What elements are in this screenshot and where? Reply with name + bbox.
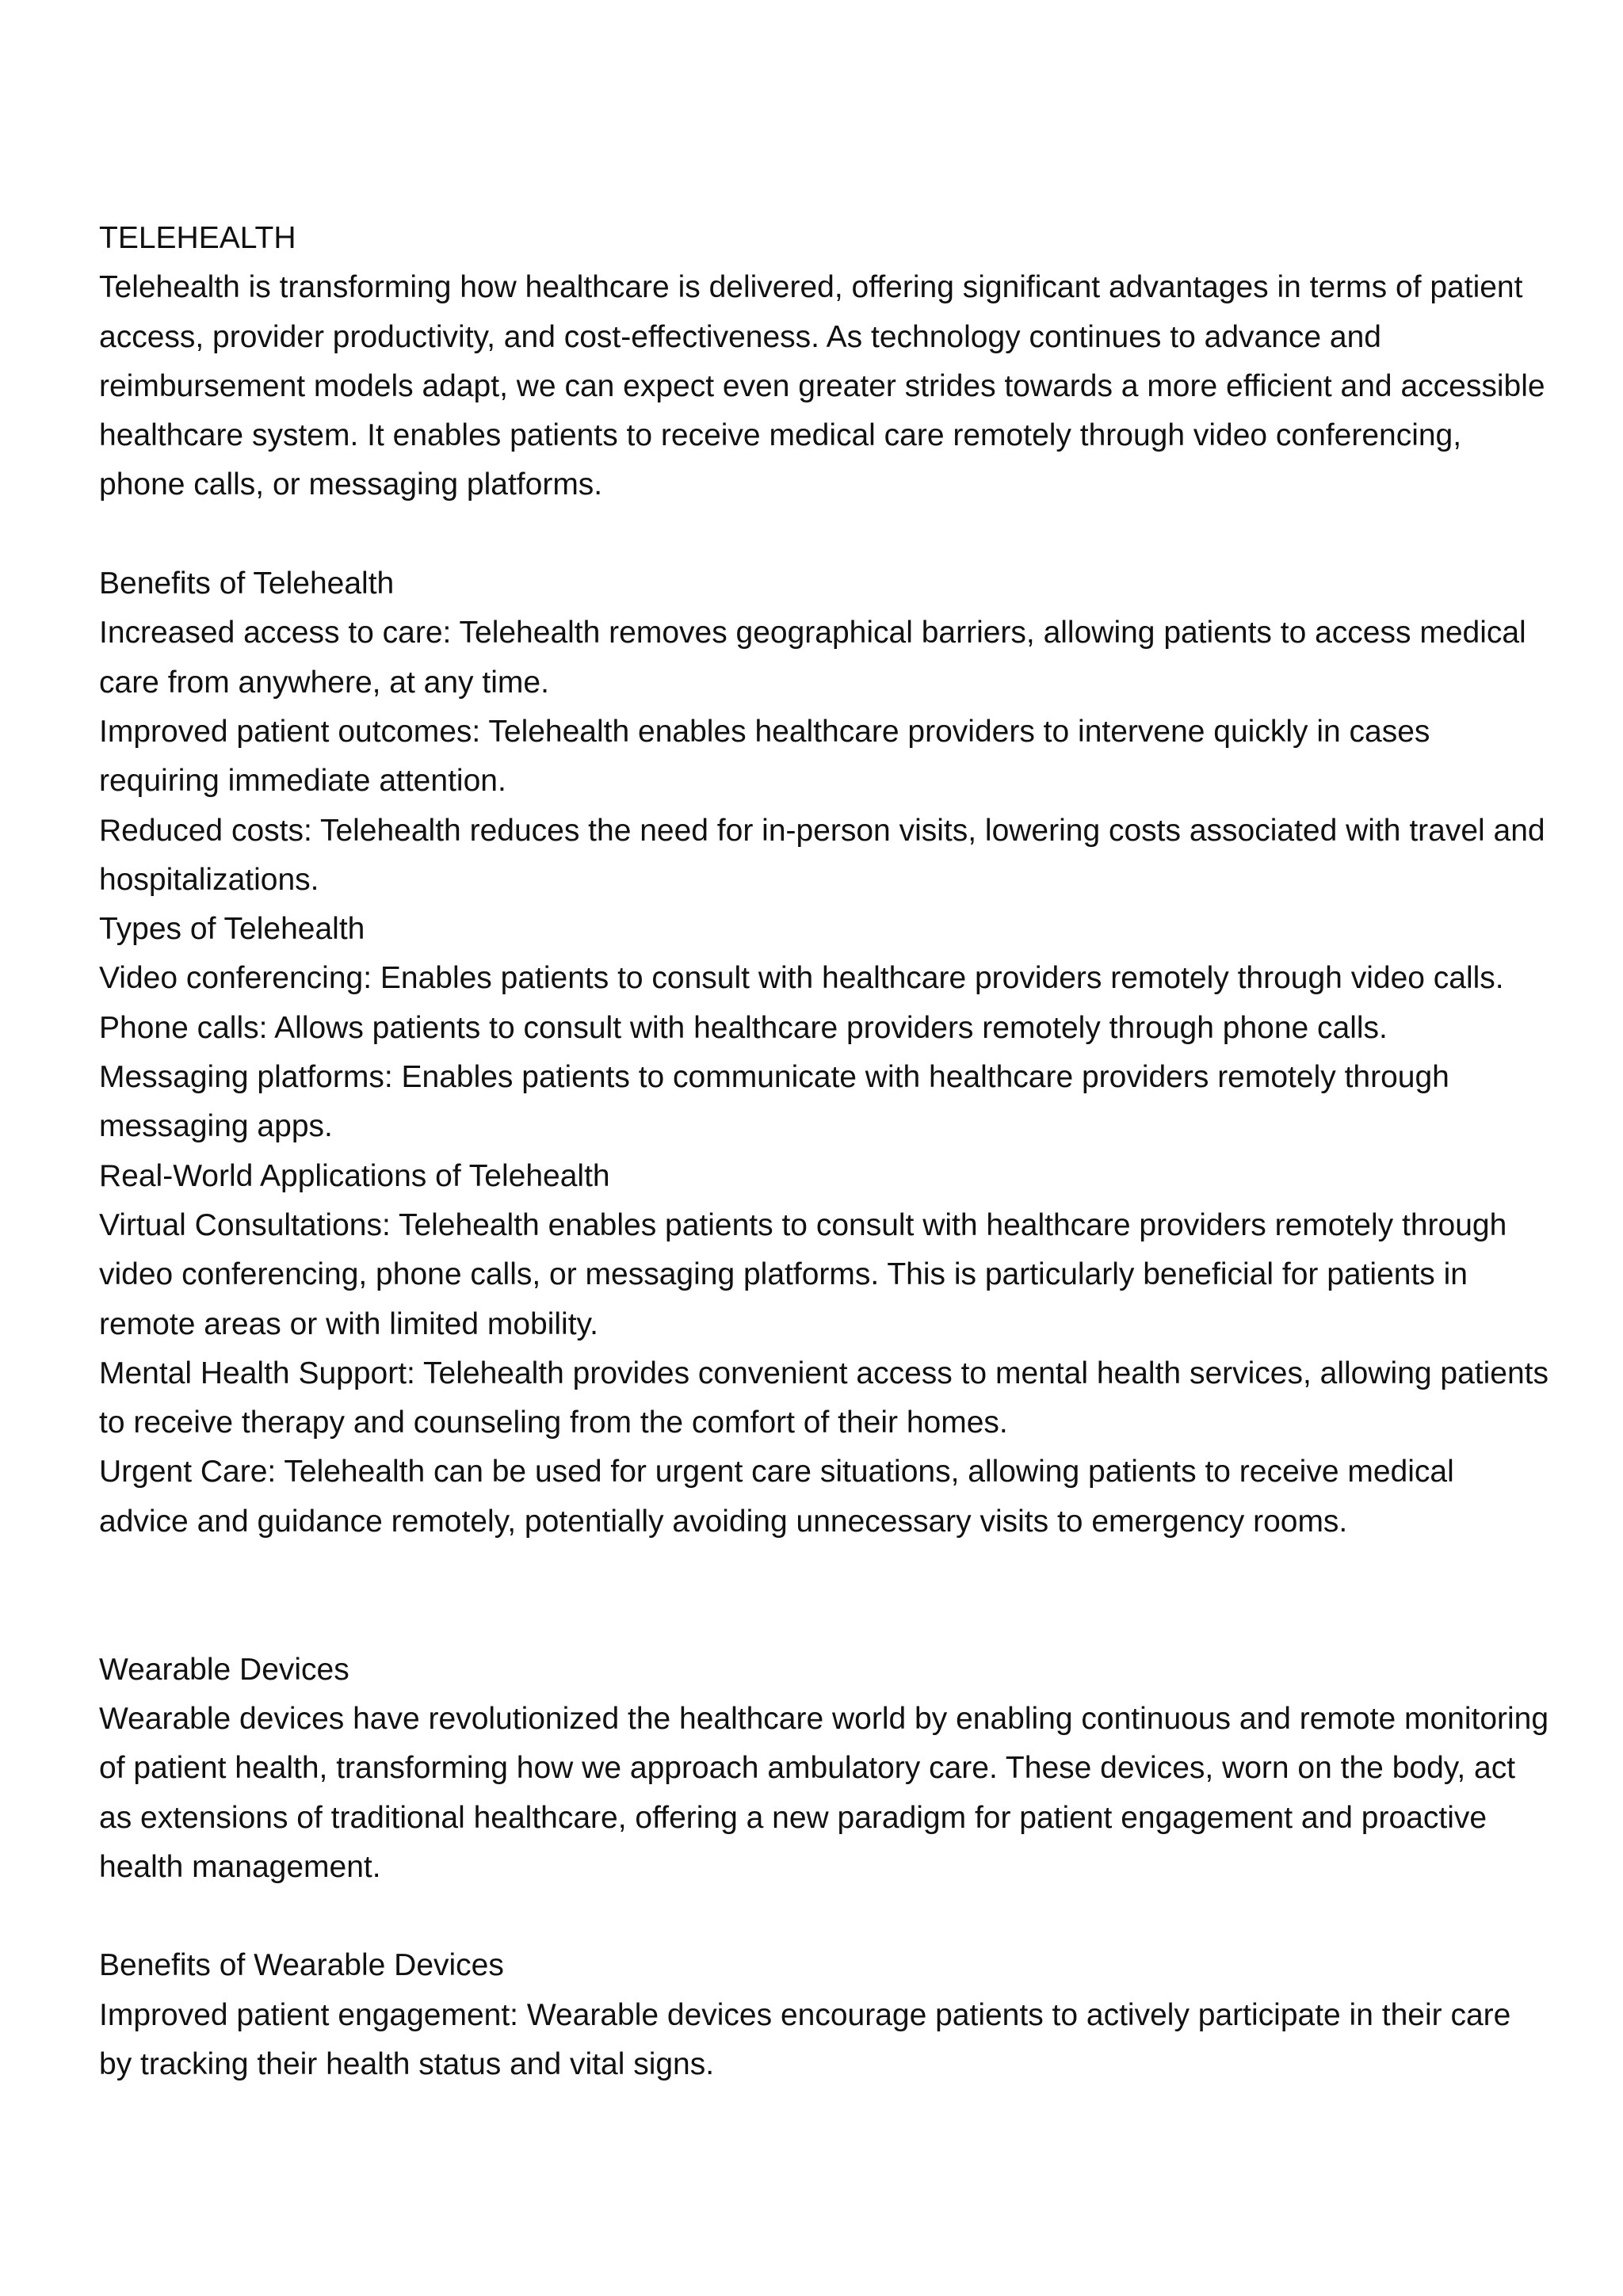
subheading-types-of-telehealth: Types of Telehealth <box>99 912 365 947</box>
benefit-item: Improved patient outcomes: Telehealth enables healthcare providers to intervene quickly in cases requiring immediate attention. <box>99 714 1430 799</box>
section-heading-wearable-devices: Wearable Devices <box>99 1652 349 1687</box>
application-item: Urgent Care: Telehealth can be used for urgent care situations, allowing patients to receive medical advice and guidance remotely, potentially avoiding unnecessary visits to emergency rooms. <box>99 1455 1454 1539</box>
benefit-item: Improved patient engagement: Wearable devices encourage patients to actively participate in their care by tracking their health status and vital signs. <box>99 1997 1511 2081</box>
section-heading-telehealth: TELEHEALTH <box>99 221 296 255</box>
subheading-benefits-of-telehealth: Benefits of Telehealth <box>99 566 395 601</box>
blank-line <box>99 510 1549 559</box>
section-spacer <box>99 1547 1549 1646</box>
blank-line <box>99 1892 1549 1941</box>
subheading-real-world-applications: Real-World Applications of Telehealth <box>99 1158 610 1193</box>
benefit-item: Increased access to care: Telehealth removes geographical barriers, allowing patients to access medical care from anywhere, at any time. <box>99 616 1526 700</box>
document-body <box>99 214 1549 2089</box>
type-item: Video conferencing: Enables patients to consult with healthcare providers remotely through video calls. <box>99 961 1504 996</box>
subheading-benefits-of-wearable-devices: Benefits of Wearable Devices <box>99 1948 504 1983</box>
section-wearable-devices <box>99 1646 1549 2090</box>
section-telehealth <box>99 214 1549 1547</box>
benefit-item: Reduced costs: Telehealth reduces the need for in-person visits, lowering costs associated with travel and hospitalizations. <box>99 813 1545 897</box>
type-item: Messaging platforms: Enables patients to communicate with healthcare providers remotely through messaging apps. <box>99 1060 1449 1144</box>
paragraph-telehealth-intro: Telehealth is transforming how healthcare is delivered, offering significant advantages in terms of patient access, provider productivity, and cost-effectiveness. As technology continues to advance and reimbursement models adapt, we can expect even greater strides towards a more efficient and accessible healthcare system. It enables patients to receive medical care remotely through video conferencing, phone calls, or messaging platforms. <box>99 270 1545 502</box>
application-item: Mental Health Support: Telehealth provides convenient access to mental health services, allowing patients to receive therapy and counseling from the comfort of their homes. <box>99 1356 1549 1440</box>
application-item: Virtual Consultations: Telehealth enables patients to consult with healthcare providers remotely through video conferencing, phone calls, or messaging platforms. This is particularly beneficial for patients in remote areas or with limited mobility. <box>99 1207 1507 1341</box>
type-item: Phone calls: Allows patients to consult with healthcare providers remotely through phone calls. <box>99 1010 1388 1045</box>
paragraph-wearables-intro: Wearable devices have revolutionized the healthcare world by enabling continuous and remote monitoring of patient health, transforming how we approach ambulatory care. These devices, worn on the body, act as extensions of traditional healthcare, offering a new paradigm for patient engagement and proactive health management. <box>99 1701 1549 1884</box>
